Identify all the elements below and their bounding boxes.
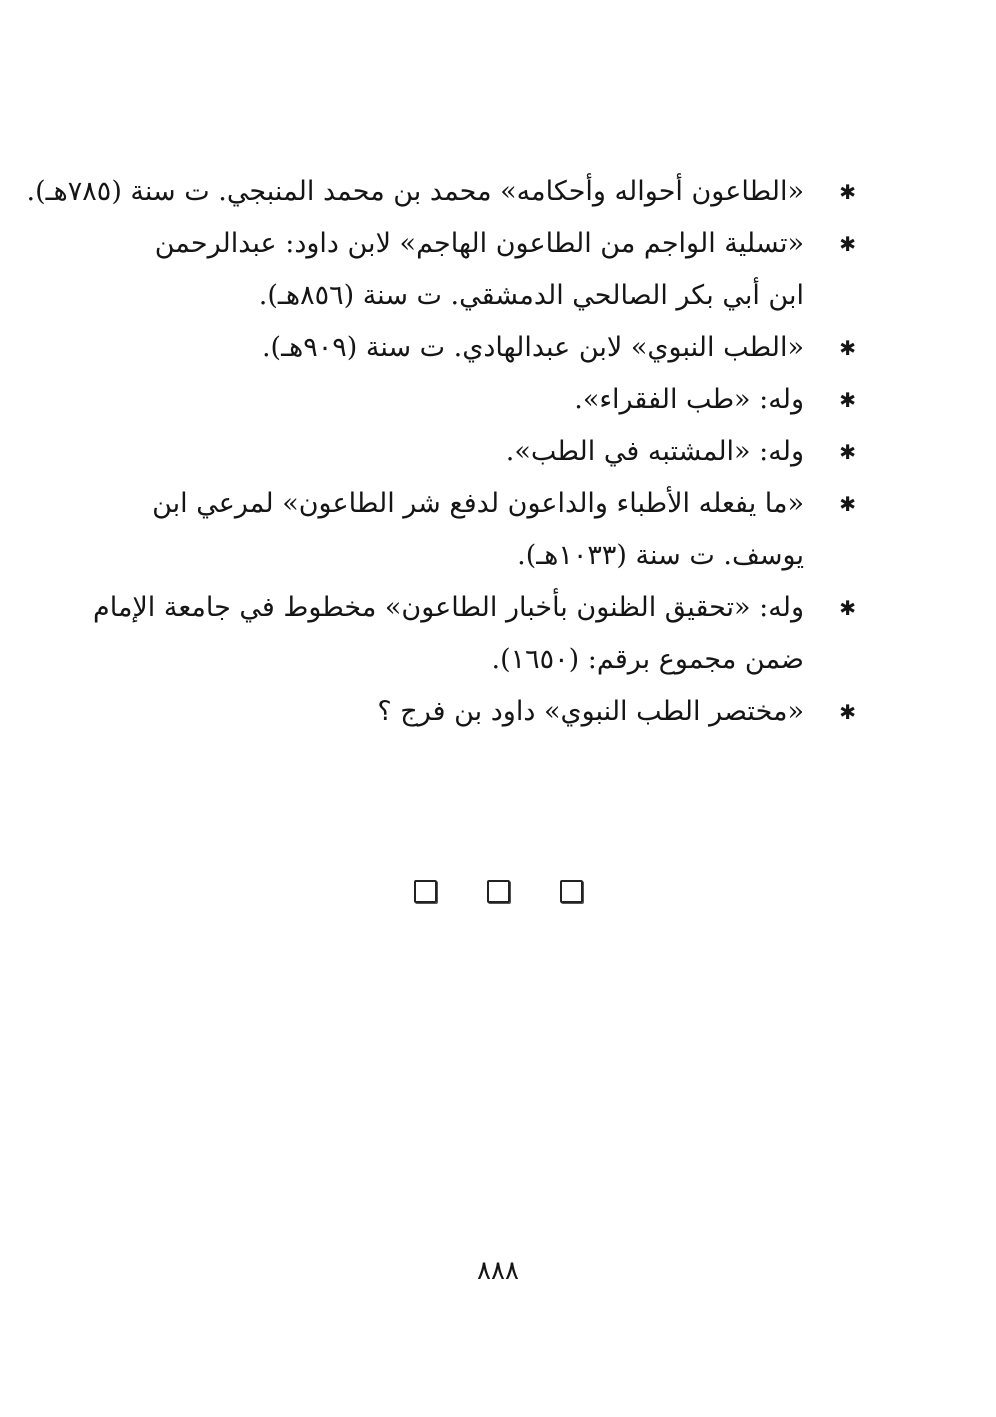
asterisk-bullet-icon: ✱ xyxy=(839,180,856,204)
list-item xyxy=(136,686,856,738)
square-ornament-icon xyxy=(414,880,437,903)
list-item xyxy=(136,322,856,374)
square-ornament-icon xyxy=(560,880,583,903)
list-item xyxy=(136,478,856,582)
entry-text-line: يوسف. ت سنة (١٠٣٣هـ). xyxy=(517,540,804,571)
entry-text-line: وله: «المشتبه في الطب». xyxy=(505,436,804,467)
entry-text-line: وله: «طب الفقراء». xyxy=(574,384,804,415)
entry-text-line: وله: «تحقيق الظنون بأخبار الطاعون» مخطوط في جامعة الإمام xyxy=(93,592,804,623)
asterisk-bullet-icon: ✱ xyxy=(839,336,856,360)
asterisk-bullet-icon: ✱ xyxy=(839,596,856,620)
section-separator xyxy=(0,880,996,910)
list-item xyxy=(136,374,856,426)
list-item xyxy=(26,166,856,218)
entry-text-line: «تسلية الواجم من الطاعون الهاجم» لابن داود: عبدالرحمن xyxy=(154,228,804,259)
list-item xyxy=(136,218,856,322)
asterisk-bullet-icon: ✱ xyxy=(839,700,856,724)
entry-text-line: «مختصر الطب النبوي» داود بن فرج ؟ xyxy=(377,696,804,727)
entry-text-line: «الطب النبوي» لابن عبدالهادي. ت سنة (٩٠٩هـ). xyxy=(261,332,804,363)
entry-text-line: ضمن مجموع برقم: (١٦٥٠). xyxy=(491,644,804,675)
asterisk-bullet-icon: ✱ xyxy=(839,232,856,256)
entry-text-line: «ما يفعله الأطباء والداعون لدفع شر الطاعون» لمرعي ابن xyxy=(152,488,804,519)
asterisk-bullet-icon: ✱ xyxy=(839,440,856,464)
asterisk-bullet-icon: ✱ xyxy=(839,492,856,516)
square-ornament-icon xyxy=(487,880,510,903)
entry-text-line: «الطاعون أحواله وأحكامه» محمد بن محمد المنبجي. ت سنة (٧٨٥هـ). xyxy=(26,176,804,207)
list-item xyxy=(93,582,856,686)
asterisk-bullet-icon: ✱ xyxy=(839,388,856,412)
bibliography-list xyxy=(26,166,856,738)
entry-text-line: ابن أبي بكر الصالحي الدمشقي. ت سنة (٨٥٦هـ). xyxy=(258,280,804,311)
page-number: ٨٨٨ xyxy=(477,1256,519,1286)
list-item xyxy=(136,426,856,478)
